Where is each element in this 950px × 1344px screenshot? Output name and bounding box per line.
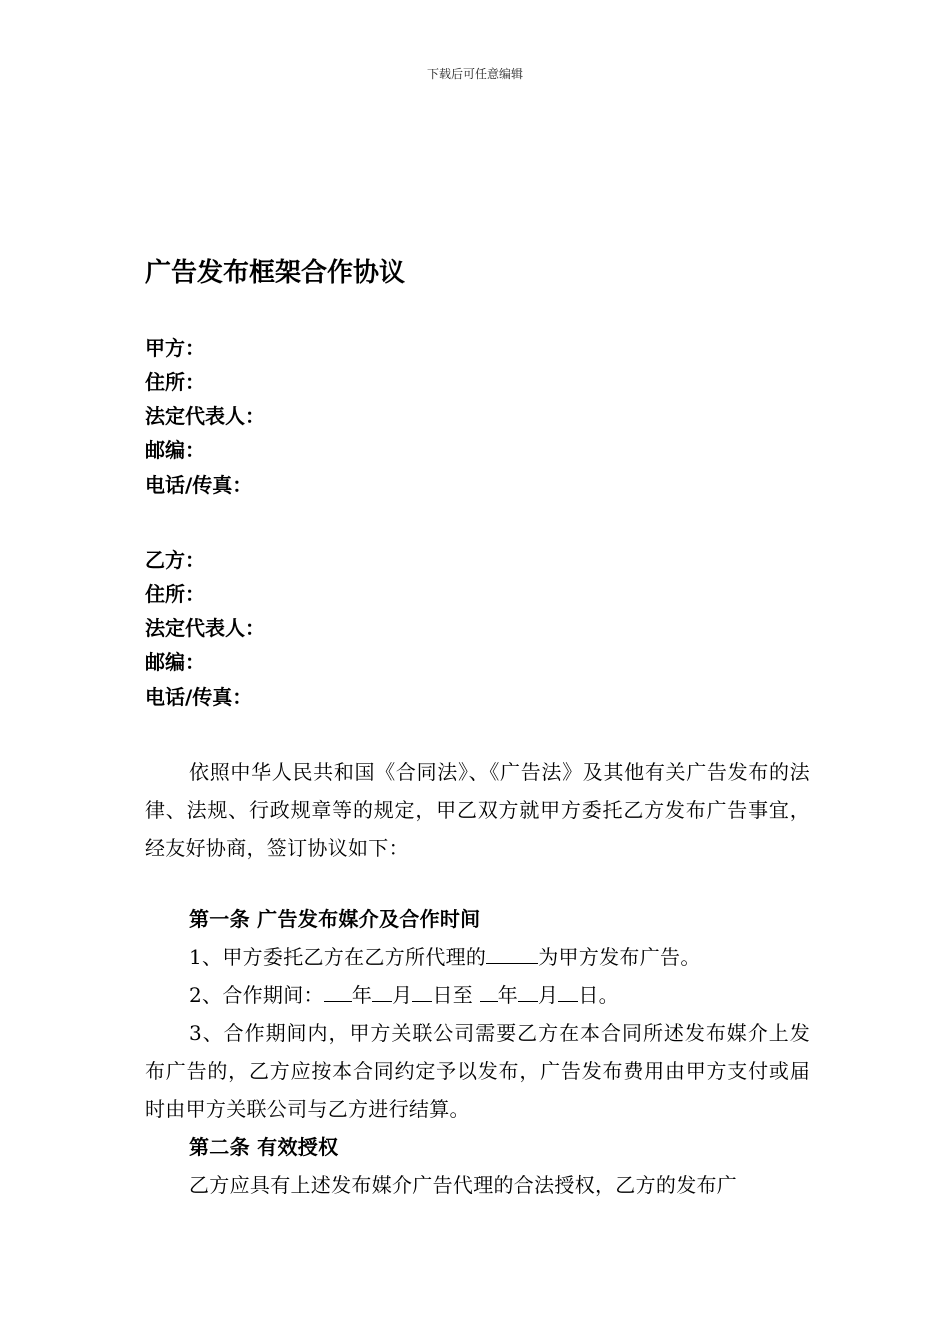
party-a-name-label: 甲方： [145, 336, 205, 360]
article1-clause2 [145, 976, 810, 1014]
article2-heading: 第二条 有效授权 [189, 1135, 339, 1159]
media-blank [486, 943, 538, 964]
party-b-legal-rep-label: 法定代表人： [145, 616, 265, 640]
party-b-postcode-label: 邮编： [145, 650, 205, 674]
article1-heading: 第一条 广告发布媒介及合作时间 [189, 907, 481, 931]
end-year-unit: 年 [497, 983, 519, 1007]
article2-text: 乙方应具有上述发布媒介广告代理的合法授权，乙方的发布广 [189, 1173, 738, 1197]
end-month-blank [518, 981, 538, 1002]
document-title: 广告发布框架合作协议 [145, 258, 406, 288]
start-month-blank [372, 981, 392, 1002]
party-b-address-label: 住所： [145, 582, 205, 606]
article1-clause1-after: 为甲方发布广告。 [538, 945, 701, 969]
header-note: 下载后可任意编辑 [426, 67, 523, 81]
article1-clause1 [145, 938, 810, 976]
start-day-blank [412, 981, 432, 1002]
preamble-block [145, 753, 810, 867]
end-month-unit: 月 [538, 983, 559, 1007]
party-a-address-label: 住所： [145, 370, 205, 394]
start-month-unit: 月 [392, 983, 413, 1007]
start-day-to: 日至 [432, 983, 480, 1007]
start-year-blank [324, 981, 352, 1002]
party-a-phone-fax-label: 电话/传真： [145, 473, 253, 497]
party-b-phone-fax-label: 电话/传真： [145, 685, 253, 709]
article1-clause3: 3、合作期间内，甲方关联公司需要乙方在本合同所述发布媒介上发布广告的，乙方应按本合同约定予以发布，广告发布费用由甲方支付或届时由甲方关联公司与乙方进行结算。 [145, 1021, 810, 1121]
party-b-name-label: 乙方： [145, 548, 205, 572]
party-a-postcode-label: 邮编： [145, 438, 205, 462]
end-year-blank [480, 981, 498, 1002]
article1-clause2-prefix: 2、合作期间： [189, 983, 324, 1007]
article1-clause1-before: 1、甲方委托乙方在乙方所代理的 [189, 945, 487, 969]
preamble-paragraph: 依照中华人民共和国《合同法》、《广告法》及其他有关广告发布的法律、法规、行政规章等的规定，甲乙双方就甲方委托乙方发布广告事宜，经友好协商，签订协议如下： [145, 760, 810, 860]
end-day-blank [558, 981, 578, 1002]
start-year-unit: 年 [351, 983, 373, 1007]
party-a-legal-rep-label: 法定代表人： [145, 404, 265, 428]
articles-block [145, 900, 810, 1204]
end-day-unit: 日。 [578, 983, 619, 1007]
